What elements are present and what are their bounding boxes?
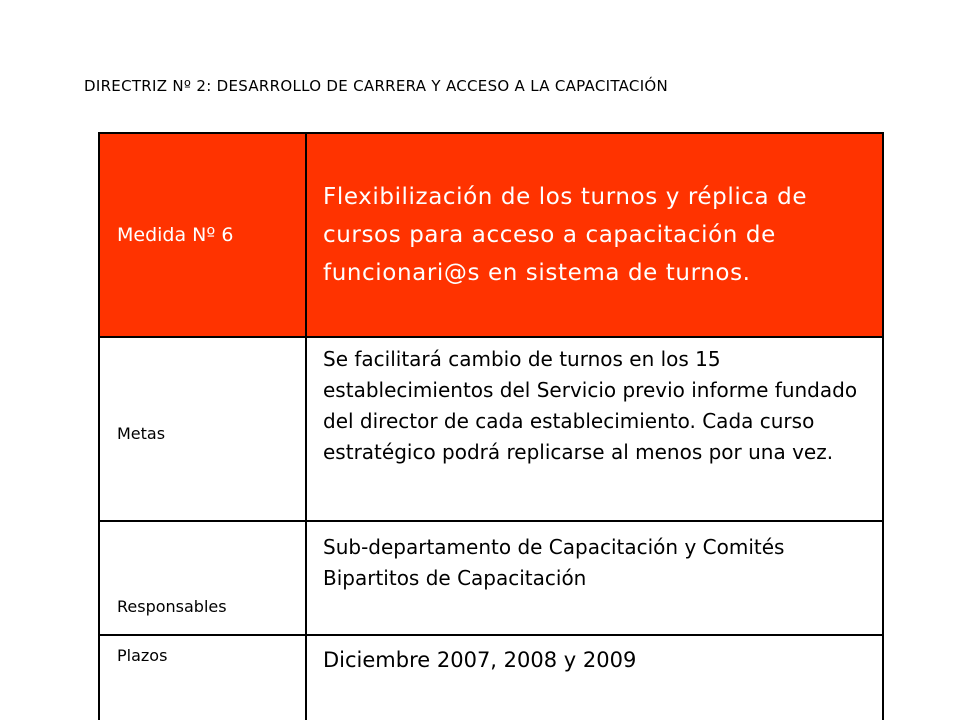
table-row-metas [99, 337, 883, 521]
plazos-label: Plazos [99, 635, 306, 720]
table-row-medida [99, 133, 883, 337]
responsables-label: Responsables [99, 521, 306, 635]
metas-value: Se facilitará cambio de turnos en los 15 establecimientos del Servicio previo informe fundado del director de cada establecimiento. Cada curso estratégico podrá replicarse al menos por una vez. [306, 337, 883, 521]
table-row-responsables [99, 521, 883, 635]
metas-label: Metas [99, 337, 306, 521]
table-row-plazos [99, 635, 883, 720]
measure-table [98, 132, 884, 720]
responsables-value: Sub-departamento de Capacitación y Comités Bipartitos de Capacitación [306, 521, 883, 635]
medida-label: Medida Nº 6 [99, 133, 306, 337]
plazos-value: Diciembre 2007, 2008 y 2009 [306, 635, 883, 720]
medida-value: Flexibilización de los turnos y réplica de cursos para acceso a capacitación de funcionari@s en sistema de turnos. [306, 133, 883, 337]
page-title: DIRECTRIZ Nº 2: DESARROLLO DE CARRERA Y ACCESO A LA CAPACITACIÓN [84, 77, 669, 95]
